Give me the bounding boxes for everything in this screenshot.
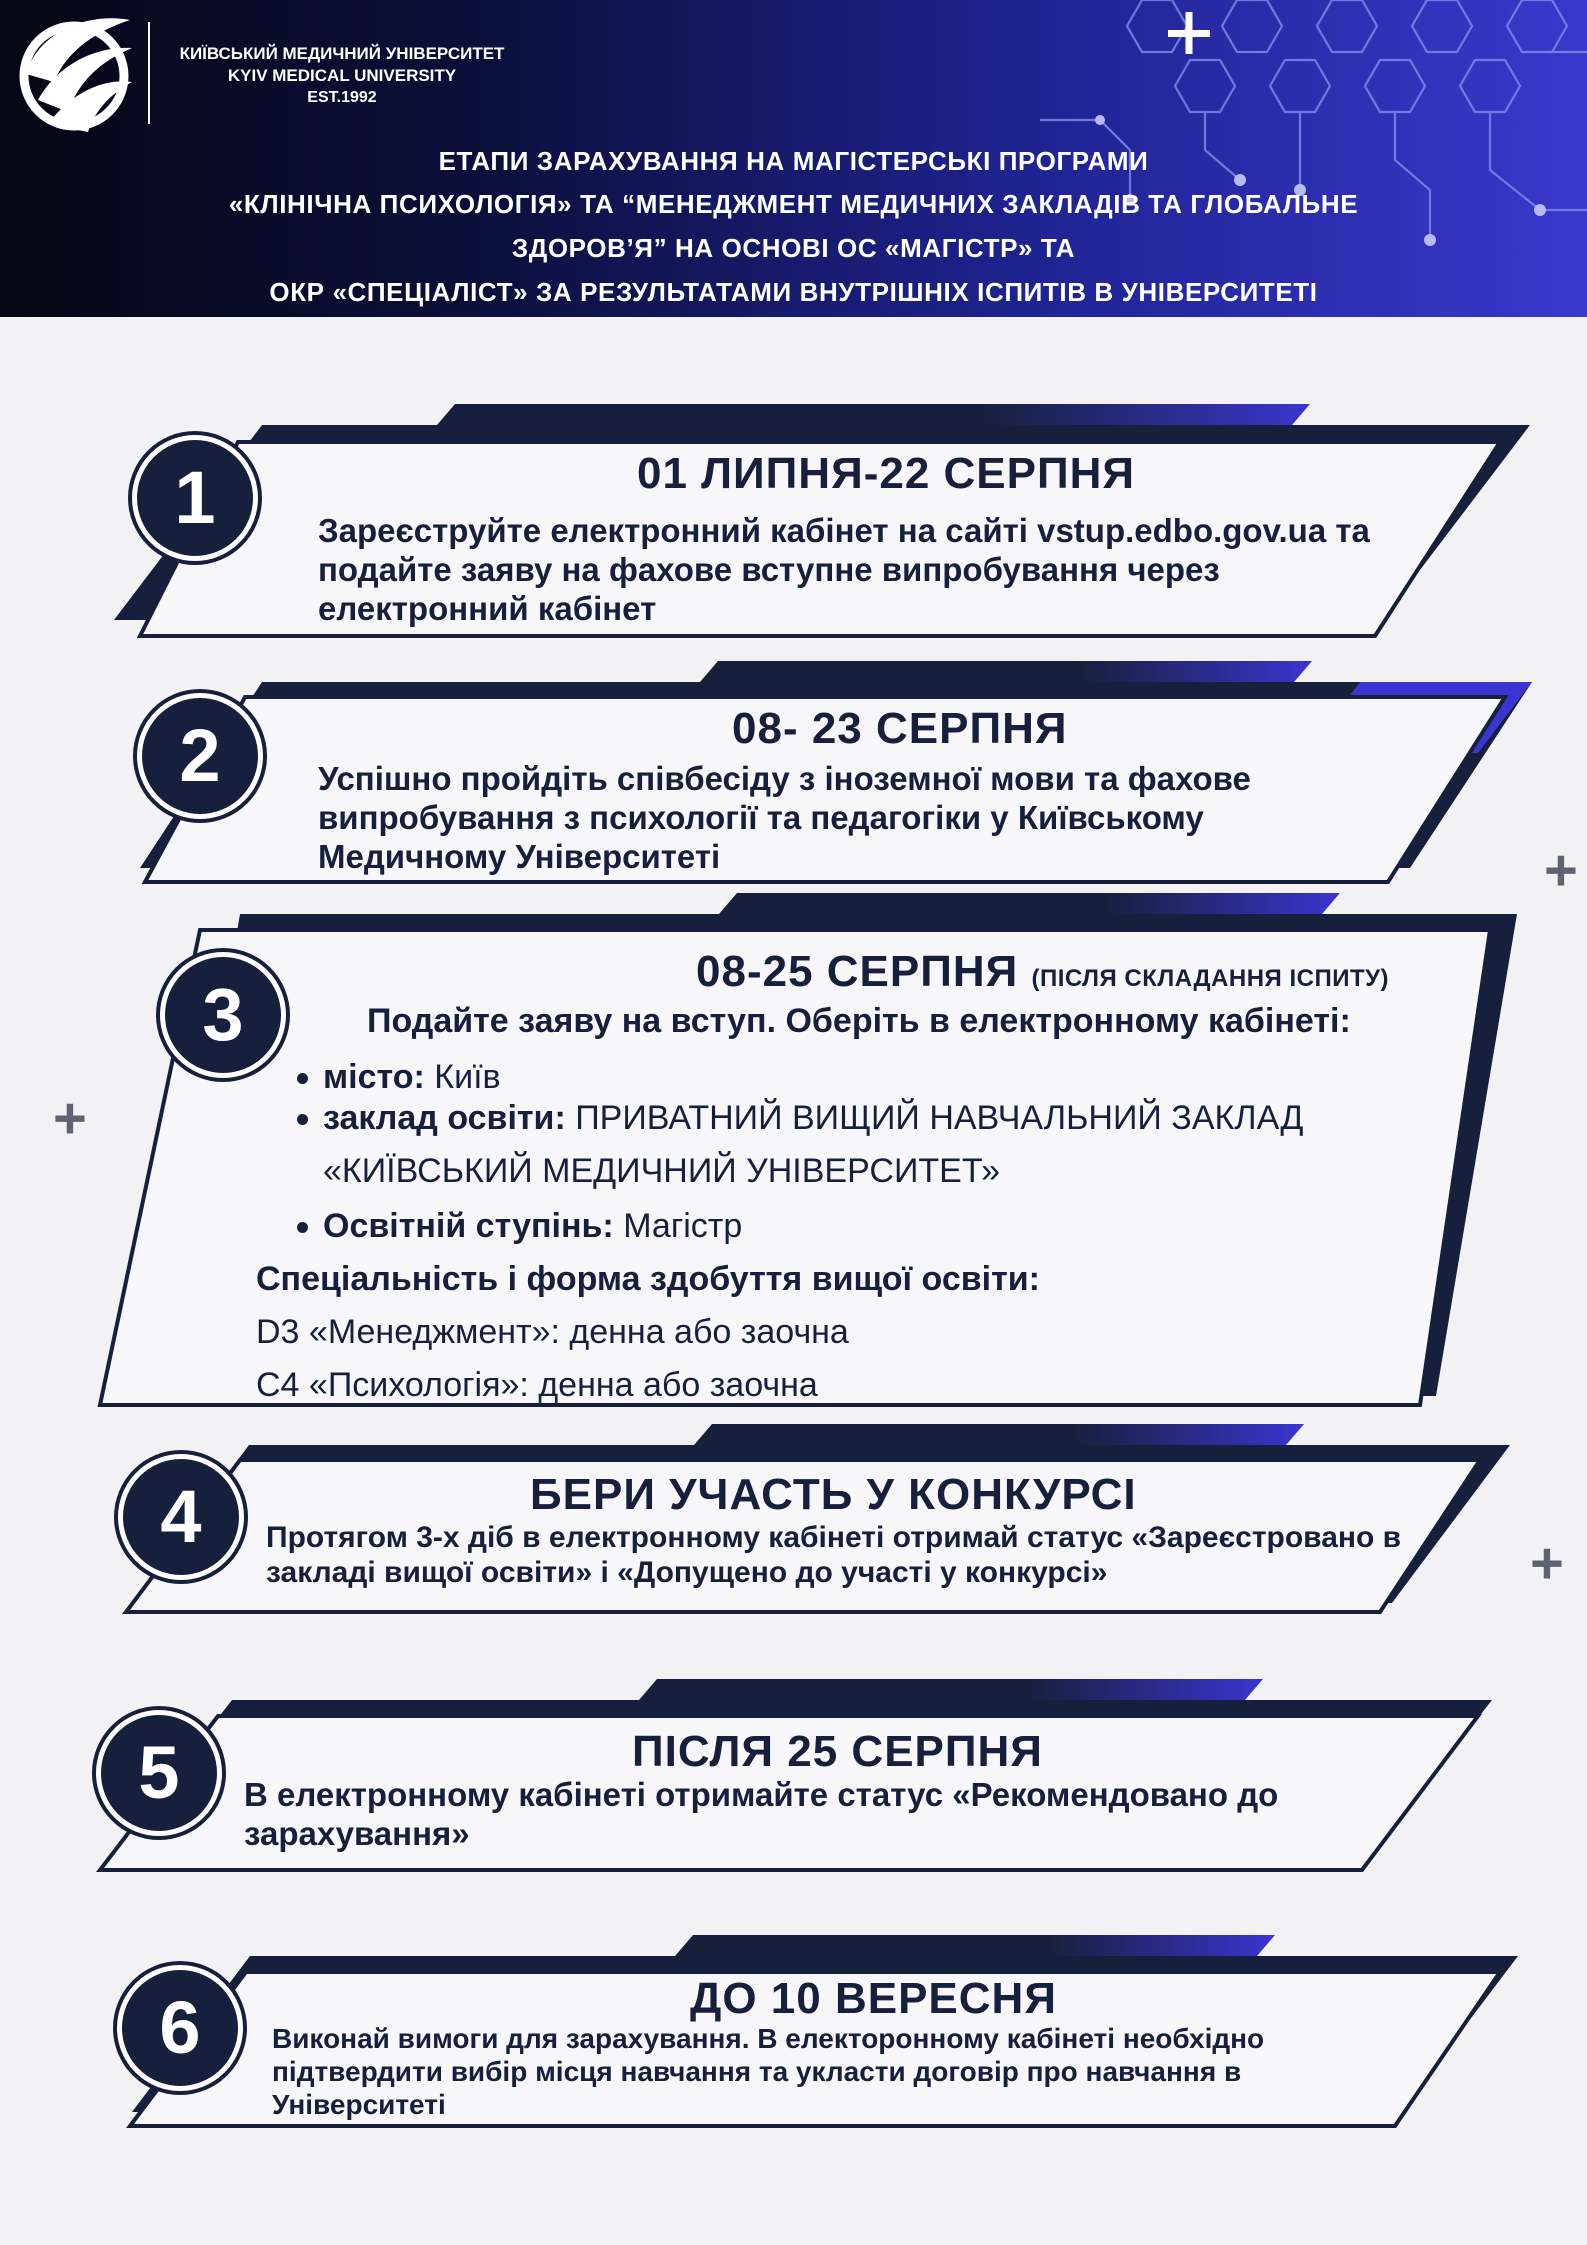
plus-icon: + [1544, 838, 1578, 903]
page-title-line-1: ЕТАПИ ЗАРАХУВАННЯ НА МАГІСТЕРСЬКІ ПРОГРАМИ [438, 146, 1149, 176]
step-5-tab [639, 1679, 1263, 1700]
step-4-title: БЕРИ УЧАСТЬ У КОНКУРСІ [530, 1470, 1137, 1519]
step-3-tab [719, 893, 1340, 914]
step-6-title: ДО 10 ВЕРЕСНЯ [690, 1974, 1057, 2023]
page-title-line-3: ЗДОРОВ’Я” НА ОСНОВІ ОС «МАГІСТР» ТА [511, 233, 1076, 263]
page-title-line-4: ОКР «СПЕЦІАЛІСТ» ЗА РЕЗУЛЬТАТАМИ ВНУТРІШНІХ ІСПИТІВ В УНІВЕРСИТЕТІ [269, 277, 1318, 307]
step-3-title-note: (ПІСЛЯ СКЛАДАННЯ ІСПИТУ) [1031, 965, 1390, 992]
step-6-number: 6 [117, 1965, 243, 2091]
step-3-city: місто: Київ [323, 1058, 501, 1096]
step-2-text: Успішно пройдіть співбесіду з іноземної мови та фахове випробування з психології та педагогіки у Київському Медичному Університеті [318, 760, 1251, 875]
step-3-degree: Освітній ступінь: Магістр [323, 1207, 743, 1245]
step-3-specialty-heading: Спеціальність і форма здобуття вищої освіти: [256, 1260, 1040, 1298]
step-6-text: Виконай вимоги для зарахування. В електоронному кабінеті необхідно підтвердити вибір місця навчання та укласти договір про навчання в Університеті [272, 2023, 1265, 2121]
step-4-text: Протягом 3-х діб в електронному кабінеті отримай статус «Зареєстровано в закладі вищої освіти» і «Допущено до участі у конкурсі» [266, 1521, 1402, 1590]
plus-icon: + [1530, 1531, 1564, 1596]
step-3-number: 3 [160, 952, 286, 1078]
step-5-text: В електронному кабінеті отримайте статус «Рекомендовано до зарахування» [244, 1776, 1279, 1852]
step-5-number: 5 [96, 1710, 222, 1836]
university-name-en: KYIV MEDICAL UNIVERSITY [227, 66, 457, 85]
step-2-tab [700, 661, 1312, 682]
step-5-title: ПІСЛЯ 25 СЕРПНЯ [632, 1727, 1043, 1776]
plus-icon: + [53, 1086, 87, 1151]
university-name-ua: КИЇВСЬКИЙ МЕДИЧНИЙ УНІВЕРСИТЕТ [179, 44, 505, 63]
established-year: EST.1992 [307, 89, 377, 106]
step-4-number: 4 [118, 1454, 244, 1580]
step-1-text: Зареєструйте електронний кабінет на сайті vstup.edbo.gov.ua та подайте заяву на фахове вступне випробування через електронний кабінет [318, 512, 1370, 627]
step-6-tab [675, 1935, 1275, 1956]
step-3-specialty-2: C4 «Психологія»: денна або заочна [256, 1366, 818, 1404]
step-3-specialty-1: D3 «Менеджмент»: денна або заочна [256, 1313, 849, 1351]
bullet-dot [297, 1114, 308, 1125]
step-3-intro: Подайте заяву на вступ. Оберіть в електронному кабінеті: [367, 1002, 1351, 1040]
bullet-dot [297, 1073, 308, 1084]
step-1-number: 1 [132, 435, 258, 561]
step-2-number: 2 [137, 693, 263, 819]
step-3-title: 08-25 СЕРПНЯ (ПІСЛЯ СКЛАДАННЯ ІСПИТУ) [696, 947, 1390, 996]
step-1-tab [437, 404, 1310, 425]
step-3-institution: заклад освіти: ПРИВАТНИЙ ВИЩИЙ НАВЧАЛЬНИЙ ЗАКЛАД [323, 1099, 1304, 1137]
step-2-title: 08- 23 СЕРПНЯ [732, 704, 1068, 753]
bullet-dot [297, 1222, 308, 1233]
step-4-tab [694, 1424, 1304, 1445]
step-3-institution-cont: «КИЇВСЬКИЙ МЕДИЧНИЙ УНІВЕРСИТЕТ» [323, 1152, 1001, 1190]
page-title-line-2: «КЛІНІЧНА ПСИХОЛОГІЯ» ТА “МЕНЕДЖМЕНТ МЕДИЧНИХ ЗАКЛАДІВ ТА ГЛОБАЛЬНЕ [228, 189, 1359, 219]
step-1-title: 01 ЛИПНЯ-22 СЕРПНЯ [637, 449, 1136, 498]
